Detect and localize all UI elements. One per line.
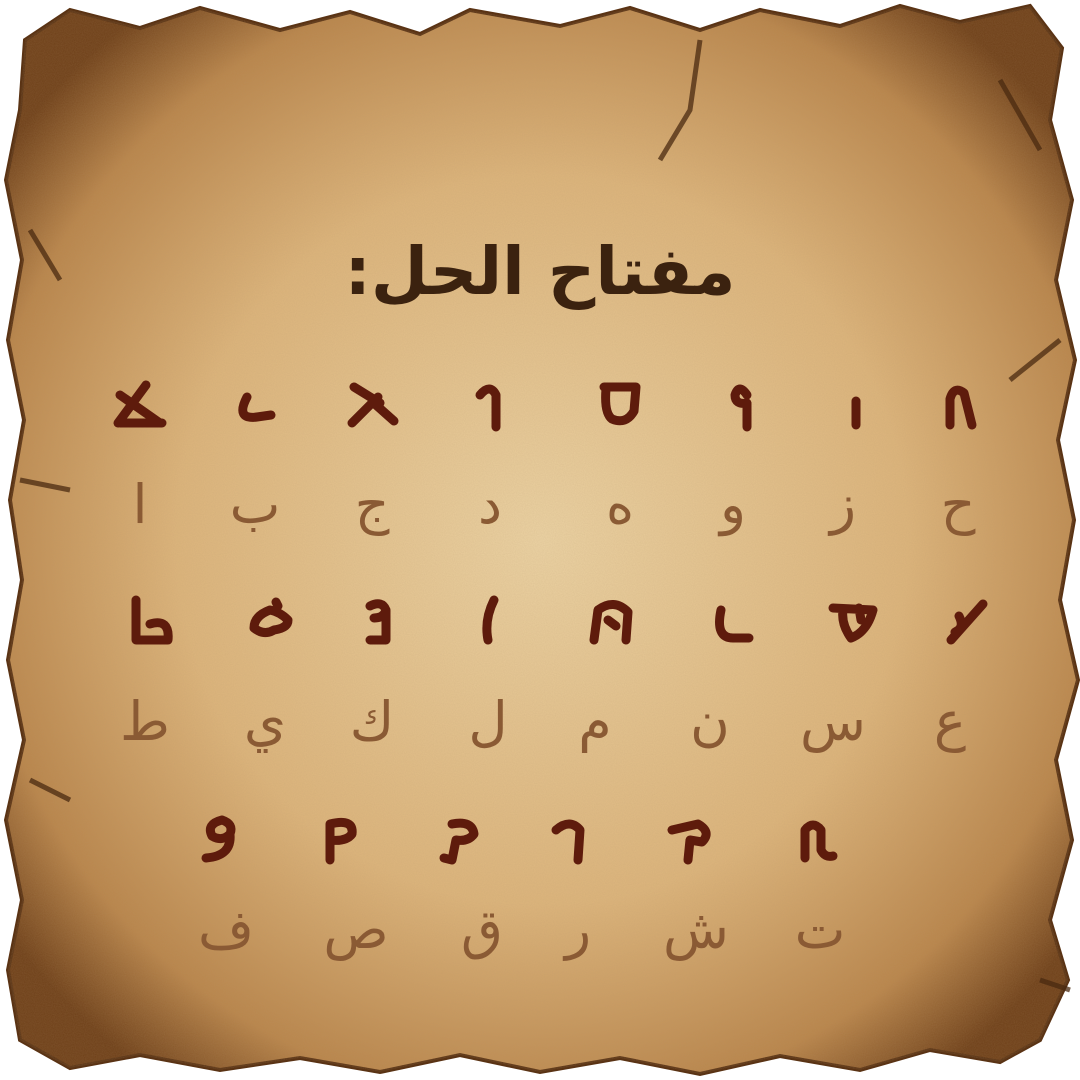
cipher-glyph-nun <box>683 570 783 670</box>
arabic-letter: م <box>578 690 612 753</box>
arabic-letter: ه <box>605 473 635 536</box>
cipher-glyph-ya <box>220 570 320 670</box>
cipher-glyph-waw <box>693 355 793 455</box>
arabic-letter: ا <box>132 473 148 536</box>
arabic-letter: ر <box>564 898 592 961</box>
arabic-letter: و <box>719 473 747 536</box>
arabic-letter-row-3 <box>0 880 1080 980</box>
arabic-letter-row-1 <box>0 455 1080 555</box>
arabic-letter: ف <box>198 898 254 961</box>
cipher-glyph-zay <box>806 355 906 455</box>
cipher-glyph-row-1 <box>0 355 1080 455</box>
cipher-glyph-row-2 <box>0 570 1080 670</box>
cipher-glyph-kaf <box>330 570 430 670</box>
cipher-glyph-mim <box>562 570 662 670</box>
arabic-letter: د <box>477 473 503 536</box>
cipher-glyph-fa <box>172 790 272 890</box>
cipher-glyph-ba <box>205 355 305 455</box>
arabic-letter-row-2 <box>0 672 1080 772</box>
cipher-glyph-ra <box>520 790 620 890</box>
arabic-letter: ز <box>829 473 857 536</box>
arabic-letter: ك <box>349 690 395 753</box>
cipher-glyph-qaf <box>408 790 508 890</box>
arabic-letter: ت <box>794 898 846 961</box>
cipher-glyph-ta <box>98 570 198 670</box>
arabic-letter: ح <box>940 473 976 536</box>
cipher-glyph-lam <box>440 570 540 670</box>
cipher-glyph-sad <box>290 790 390 890</box>
arabic-letter: ي <box>243 690 287 753</box>
cipher-glyph-sin <box>803 570 903 670</box>
arabic-letter: ل <box>468 690 508 753</box>
arabic-letter: ن <box>690 690 730 753</box>
arabic-letter: ط <box>120 690 170 753</box>
arabic-letter: ص <box>323 898 389 961</box>
arabic-letter: ب <box>229 473 281 536</box>
cipher-glyph-jim <box>322 355 422 455</box>
cipher-glyph-shin <box>640 790 740 890</box>
cipher-glyph-dal <box>440 355 540 455</box>
cipher-glyph-ayn <box>915 570 1015 670</box>
cipher-glyph-haa <box>912 355 1012 455</box>
arabic-letter: ج <box>354 473 390 536</box>
arabic-letter: ق <box>461 898 503 961</box>
arabic-letter: س <box>800 690 866 753</box>
cipher-glyph-ta-2 <box>765 790 865 890</box>
cipher-glyph-ha <box>570 355 670 455</box>
arabic-letter: ش <box>663 898 729 961</box>
arabic-letter: ع <box>933 690 967 753</box>
page-title: مفتاح الحل: <box>344 233 736 310</box>
cipher-glyph-row-3 <box>0 790 1080 890</box>
cipher-glyph-alif <box>90 355 190 455</box>
